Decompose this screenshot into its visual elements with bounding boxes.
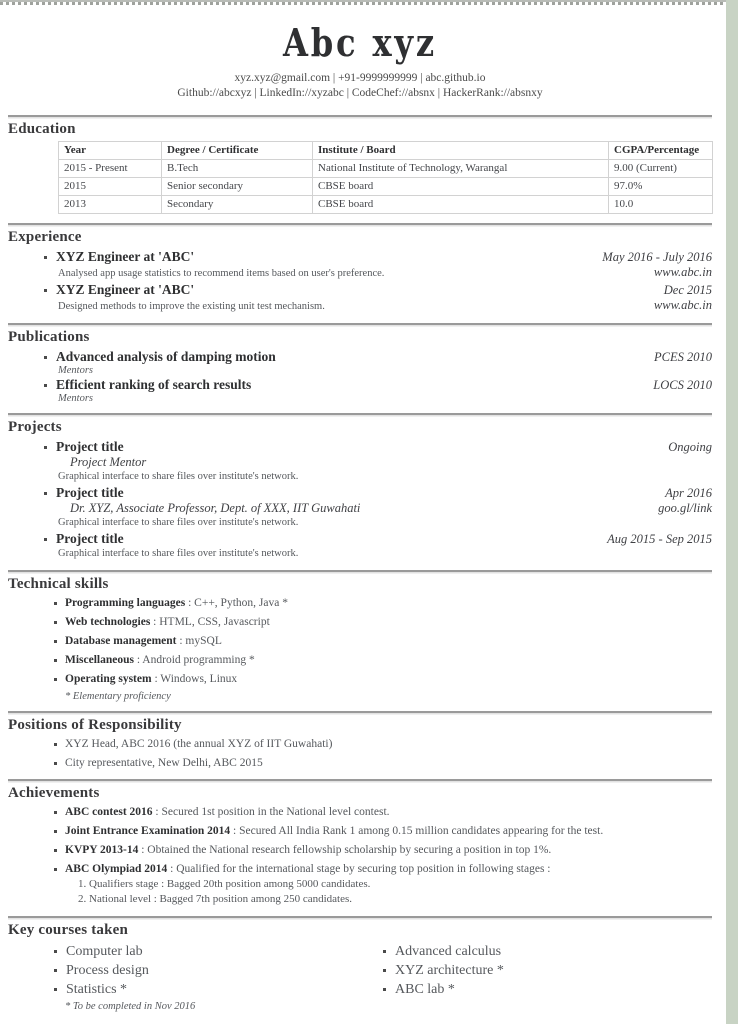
list-item: ABC lab *	[383, 980, 712, 999]
entry-subrow	[56, 501, 712, 516]
entry-link[interactable]: www.abc.in	[653, 298, 712, 312]
list-item	[44, 282, 712, 314]
entry-description: Graphical interface to share files over institute's network.	[58, 548, 299, 559]
entry-header	[56, 531, 712, 547]
entry-date: Apr 2016	[665, 486, 712, 500]
skill-label: Database management	[65, 635, 177, 647]
entry-header	[56, 249, 712, 265]
entry-header	[56, 485, 712, 501]
achievements-list	[8, 805, 712, 907]
skill-value: : Android programming *	[134, 654, 255, 666]
section-divider	[8, 711, 712, 713]
list-item: Computer lab	[54, 942, 383, 961]
cell-degree: B.Tech	[162, 160, 313, 178]
list-item	[44, 349, 712, 376]
list-item	[54, 634, 712, 648]
entry-title: Project title	[56, 439, 124, 454]
list-item: XYZ architecture *	[383, 961, 712, 980]
contact-line-primary: xyz.xyz@gmail.com | +91-9999999999 | abc.github.io	[234, 72, 486, 84]
column-header-degree: Degree / Certificate	[162, 142, 313, 160]
list-item	[44, 485, 712, 530]
list-item: Advanced calculus	[383, 942, 712, 961]
cell-institute: National Institute of Technology, Warangal	[313, 160, 609, 178]
list-item	[44, 249, 712, 281]
list-item	[54, 615, 712, 629]
projects-list	[8, 439, 712, 561]
achievement-label: ABC Olympiad 2014	[65, 863, 168, 875]
list-item	[44, 377, 712, 404]
contact-line-social: Github://abcxyz | LinkedIn://xyzabc | CodeChef://absnx | HackerRank://absnxy	[177, 87, 543, 99]
entry-title: XYZ Engineer at 'ABC'	[56, 282, 195, 297]
skill-label: Operating system	[65, 673, 152, 685]
courses-columns	[8, 942, 712, 999]
cell-institute: CBSE board	[313, 196, 609, 214]
entry-description: Designed methods to improve the existing unit test mechanism.	[58, 301, 325, 312]
section-title-projects: Projects	[8, 419, 62, 435]
entry-date: Ongoing	[668, 440, 712, 454]
list-item	[54, 596, 712, 610]
column-header-cgpa: CGPA/Percentage	[609, 142, 713, 160]
list-item	[44, 531, 712, 561]
entry-date: May 2016 - July 2016	[602, 250, 712, 264]
cell-year: 2015	[59, 178, 162, 196]
section-title-courses: Key courses taken	[8, 922, 129, 938]
entry-description: Graphical interface to share files over institute's network.	[58, 517, 299, 528]
courses-list-right	[383, 942, 712, 999]
list-item: 2. National level : Bagged 7th position among 250 candidates.	[89, 892, 712, 907]
section-title-experience: Experience	[8, 229, 82, 245]
skills-footnote: * Elementary proficiency	[65, 691, 171, 702]
column-header-year: Year	[59, 142, 162, 160]
entry-description: Analysed app usage statistics to recommend items based on user's preference.	[58, 268, 385, 279]
courses-column-left	[54, 942, 383, 999]
entry-subrow	[56, 265, 712, 281]
section-title-positions: Positions of Responsibility	[8, 717, 182, 733]
entry-title: Project title	[56, 485, 124, 500]
achievement-value: : Qualified for the international stage by securing top position in following stages :	[167, 863, 551, 875]
skill-label: Miscellaneous	[65, 654, 134, 666]
entry-mentor: Mentors	[58, 393, 93, 404]
entry-mentor: Dr. XYZ, Associate Professor, Dept. of XXX, IIT Guwahati	[70, 501, 361, 515]
section-divider	[8, 115, 712, 117]
list-item	[54, 862, 712, 907]
entry-title: XYZ Engineer at 'ABC'	[56, 249, 195, 264]
entry-header	[56, 377, 712, 393]
section-title-technical-skills: Technical skills	[8, 576, 109, 592]
cell-cgpa: 97.0%	[609, 178, 713, 196]
entry-header	[56, 349, 712, 365]
list-item: Process design	[54, 961, 383, 980]
skill-label: Web technologies	[65, 616, 151, 628]
section-divider	[8, 413, 712, 415]
candidate-name: Abc xyz	[283, 20, 437, 65]
entry-title: Efficient ranking of search results	[56, 377, 252, 392]
cell-institute: CBSE board	[313, 178, 609, 196]
table-row	[59, 178, 713, 196]
list-item: Statistics *	[54, 980, 383, 999]
contact-block	[8, 71, 712, 101]
cell-degree: Senior secondary	[162, 178, 313, 196]
section-divider	[8, 779, 712, 781]
achievement-label: ABC contest 2016	[65, 806, 153, 818]
entry-subrow	[56, 455, 712, 470]
list-item	[44, 439, 712, 484]
achievement-label: KVPY 2013-14	[65, 844, 139, 856]
cell-cgpa: 10.0	[609, 196, 713, 214]
achievement-value: : Secured 1st position in the National level contest.	[152, 806, 390, 818]
list-item	[54, 843, 712, 857]
entry-description: Graphical interface to share files over institute's network.	[58, 471, 299, 482]
achievement-substages	[65, 877, 712, 907]
list-item: XYZ Head, ABC 2016 (the annual XYZ of IIT Guwahati)	[54, 737, 712, 751]
section-title-achievements: Achievements	[8, 785, 100, 801]
column-header-institute: Institute / Board	[313, 142, 609, 160]
list-item	[54, 653, 712, 667]
section-divider	[8, 570, 712, 572]
entry-date: Dec 2015	[663, 283, 712, 297]
entry-mentor: Project Mentor	[70, 455, 147, 469]
entry-mentor: Mentors	[58, 365, 93, 376]
entry-header	[56, 439, 712, 455]
cell-year: 2015 - Present	[59, 160, 162, 178]
courses-list-left	[54, 942, 383, 999]
entry-link[interactable]: goo.gl/link	[658, 501, 712, 515]
skill-value: : HTML, CSS, Javascript	[150, 616, 270, 628]
list-item: City representative, New Delhi, ABC 2015	[54, 756, 712, 770]
skill-value: : C++, Python, Java *	[185, 597, 288, 609]
entry-date: Aug 2015 - Sep 2015	[607, 532, 712, 546]
skills-list	[8, 596, 712, 686]
table-row	[59, 160, 713, 178]
publications-list	[8, 349, 712, 404]
achievement-value: : Obtained the National research fellowship scholarship by securing a position in top 1%.	[138, 844, 552, 856]
education-table	[58, 141, 713, 214]
entry-title: Project title	[56, 531, 124, 546]
entry-venue: PCES 2010	[654, 350, 712, 364]
entry-header	[56, 282, 712, 298]
section-divider	[8, 323, 712, 325]
skill-label: Programming languages	[65, 597, 186, 609]
section-divider	[8, 916, 712, 918]
cell-cgpa: 9.00 (Current)	[609, 160, 713, 178]
entry-venue: LOCS 2010	[653, 378, 712, 392]
entry-title: Advanced analysis of damping motion	[56, 349, 276, 364]
achievement-label: Joint Entrance Examination 2014	[65, 825, 231, 837]
achievement-value: : Secured All India Rank 1 among 0.15 million candidates appearing for the test.	[230, 825, 604, 837]
list-item: 1. Qualifiers stage : Bagged 20th position among 5000 candidates.	[89, 877, 712, 892]
entry-link[interactable]: www.abc.in	[653, 265, 712, 279]
list-item	[54, 672, 712, 686]
cell-degree: Secondary	[162, 196, 313, 214]
table-row	[59, 196, 713, 214]
skill-value: : Windows, Linux	[151, 673, 238, 685]
courses-footnote: * To be completed in Nov 2016	[65, 1001, 196, 1012]
section-title-education: Education	[8, 121, 76, 137]
table-header-row	[59, 142, 713, 160]
courses-column-right	[383, 942, 712, 999]
section-title-publications: Publications	[8, 329, 90, 345]
list-item	[54, 805, 712, 819]
list-item	[54, 824, 712, 838]
skill-value: : mySQL	[176, 635, 222, 647]
section-divider	[8, 223, 712, 225]
cell-year: 2013	[59, 196, 162, 214]
positions-list	[8, 737, 712, 770]
experience-list	[8, 249, 712, 314]
entry-subrow	[56, 298, 712, 314]
